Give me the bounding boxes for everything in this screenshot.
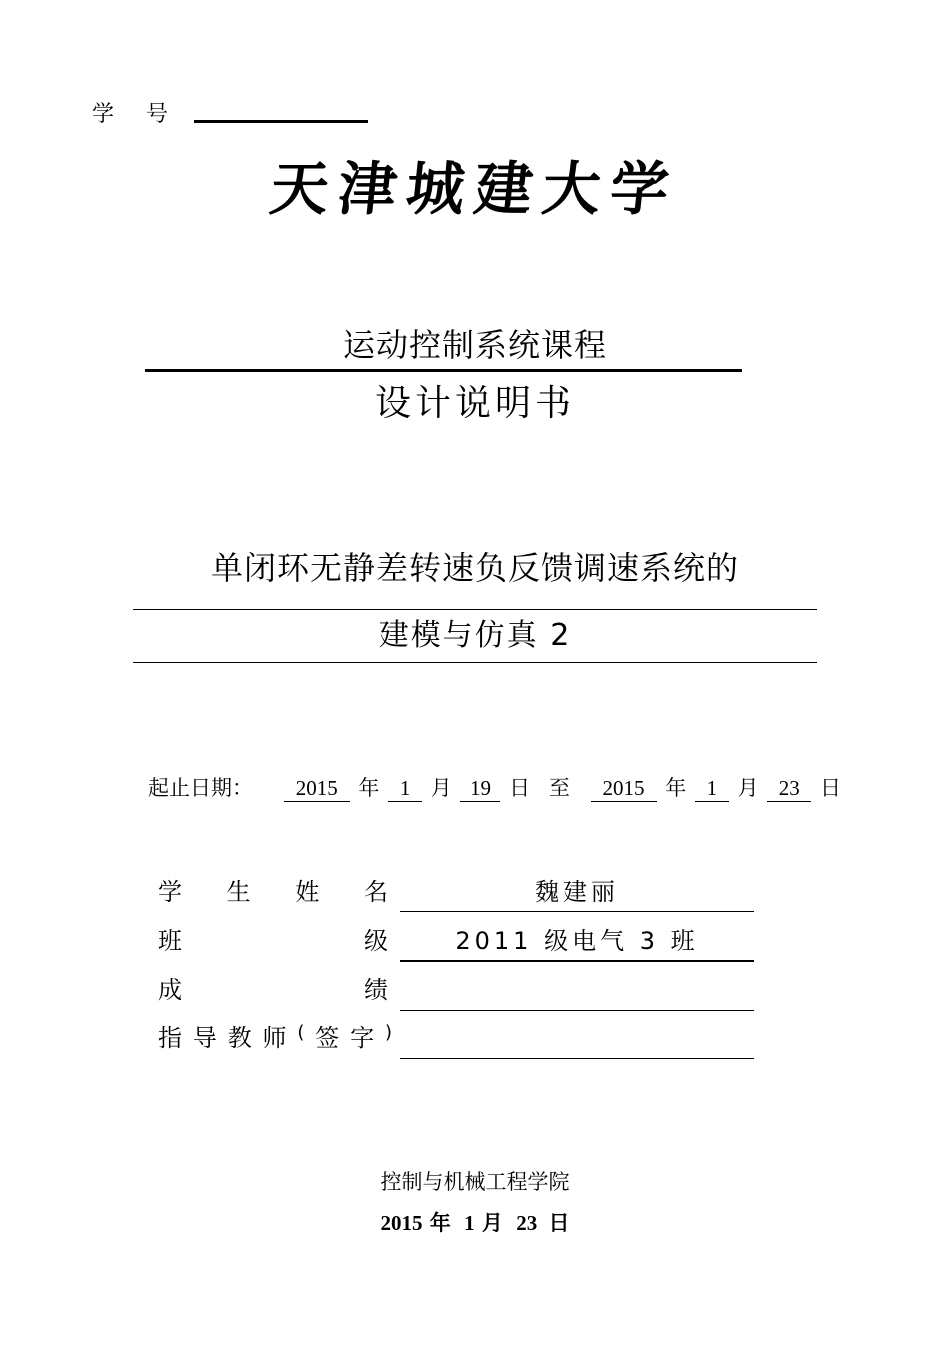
month-char: 月 xyxy=(430,776,452,800)
topic-line-1: 单闭环无静差转速负反馈调速系统的 xyxy=(210,549,739,587)
start-day: 19 xyxy=(460,776,500,802)
grade-underline xyxy=(400,1010,754,1011)
label-char: ( xyxy=(297,1022,305,1043)
document-date xyxy=(0,1207,950,1237)
date-range-label: 起止日期： xyxy=(148,776,253,800)
day-char: 日 xyxy=(509,776,531,800)
day-char: 日 xyxy=(548,1211,570,1235)
date-range-row xyxy=(148,772,843,802)
course-name: 运动控制系统课程 xyxy=(342,326,607,364)
grade-label xyxy=(158,970,388,1005)
end-month: 1 xyxy=(695,776,729,802)
label-char: 教 xyxy=(227,1024,252,1052)
label-char: 师 xyxy=(262,1024,287,1052)
course-divider xyxy=(145,369,742,372)
advisor-underline xyxy=(400,1058,754,1059)
label-char: 姓 xyxy=(295,878,320,906)
label-char: 学 xyxy=(158,878,182,906)
month-char: 月 xyxy=(737,776,759,800)
label-char: 成 xyxy=(158,976,182,1004)
class-underline xyxy=(400,960,754,962)
label-char: 级 xyxy=(364,927,388,955)
label-char: 班 xyxy=(158,927,182,955)
label-char: ) xyxy=(384,1022,392,1043)
topic-underline-2 xyxy=(133,662,817,663)
year-char: 年 xyxy=(665,776,687,800)
student-name-underline xyxy=(400,911,754,912)
class-label xyxy=(158,921,388,956)
end-year: 2015 xyxy=(591,776,657,802)
university-name: 天津城建大学 xyxy=(266,155,683,223)
label-char: 导 xyxy=(192,1024,217,1052)
year-char: 年 xyxy=(429,1211,451,1235)
student-number-label: 学号 xyxy=(92,102,201,127)
school-name: 控制与机械工程学院 xyxy=(380,1170,570,1194)
start-year: 2015 xyxy=(284,776,350,802)
label-char: 生 xyxy=(226,878,251,906)
label-char: 指 xyxy=(158,1024,182,1052)
student-number-field[interactable] xyxy=(194,120,368,123)
footer-month: 1 xyxy=(464,1211,475,1235)
student-name-value: 魏建丽 xyxy=(535,878,619,906)
footer-day: 23 xyxy=(516,1211,538,1235)
document-type: 设计说明书 xyxy=(374,383,575,424)
end-day: 23 xyxy=(767,776,811,802)
class-value: 2011 级电气 3 班 xyxy=(455,927,699,955)
day-char: 日 xyxy=(819,776,841,800)
topic-line-2: 建模与仿真 2 xyxy=(378,618,572,653)
label-char: 字 xyxy=(350,1024,375,1052)
student-name-label xyxy=(158,872,388,907)
label-char: 绩 xyxy=(364,976,388,1004)
label-char: 名 xyxy=(363,878,388,906)
start-month: 1 xyxy=(388,776,422,802)
label-char: 签 xyxy=(315,1024,340,1052)
year-char: 年 xyxy=(358,776,380,800)
footer-year: 2015 xyxy=(380,1211,423,1235)
to-char: 至 xyxy=(548,776,570,800)
month-char: 月 xyxy=(481,1211,503,1235)
advisor-label xyxy=(158,1018,392,1053)
